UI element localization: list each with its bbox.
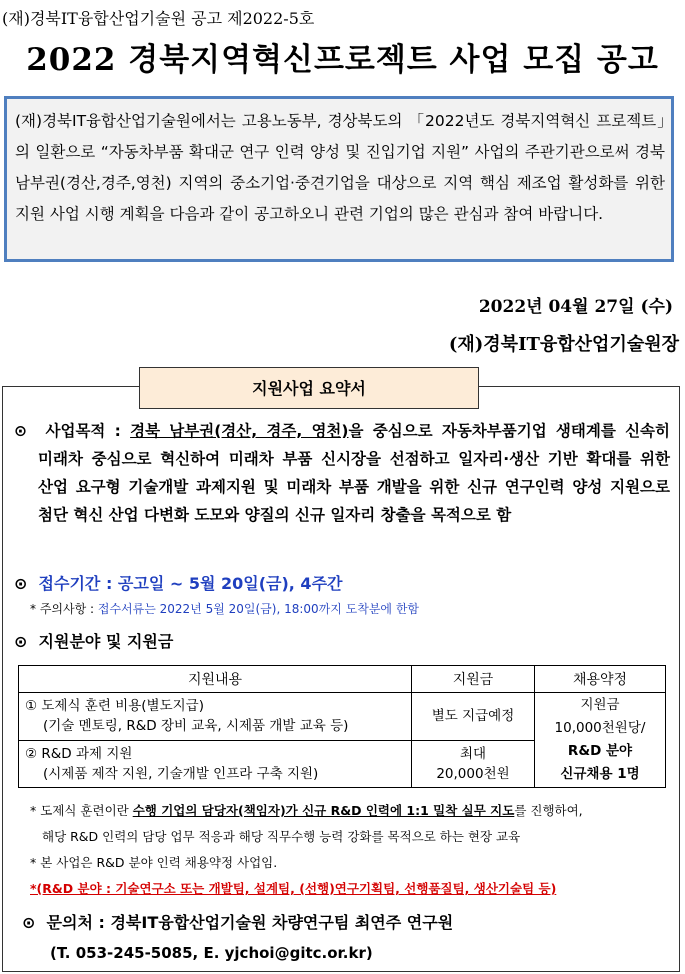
period-note-prefix: * 주의사항 :	[30, 602, 98, 616]
period-text: 접수기간 : 공고일 ~ 5월 20일(금), 4주간	[38, 574, 343, 593]
intro-text: (재)경북IT융합산업기술원에서는 고용노동부, 경상북도의 「2022년도 경북지역혁신 프로젝트」의 일환으로 “자동차부품 확대군 연구 인력 양성 및 진입기업 지원” 사업의 주관기관으로써 경북 남부권(경산,경주,영천) 지역의 중소기업·중견기업을 대상으로 지역 핵심 제조업 활성화를 위한 지원 사업 시행 계획을 다음과 같이 공고하오니 관련 기업의 많은 관심과 참여 바랍니다.	[15, 112, 665, 223]
table-header: 지원내용	[19, 666, 412, 693]
page-title: 2022 경북지역혁신프로젝트 사업 모집 공고	[26, 42, 659, 78]
purpose-region: 경북 남부권(경산, 경주, 영천)	[130, 422, 349, 440]
period-note	[30, 600, 419, 617]
note-emphasis: 수행 기업의 담당자(책임자)가 신규 R&D 인력에 1:1 밀착 실무 지도	[132, 803, 515, 818]
table-row	[19, 693, 666, 741]
bullet-icon: ⊙	[14, 632, 28, 651]
period-note-text: 접수서류는 2022년 5월 20일(금), 18:00까지 도착분에 한함	[97, 602, 420, 616]
table-header: 지원금	[412, 666, 535, 693]
intro-box	[4, 96, 674, 262]
contact-section	[22, 910, 453, 933]
amount-line: 20,000천원	[436, 765, 510, 782]
note-text: * 도제식 훈련이란	[30, 803, 133, 818]
organization-signature: (재)경북IT융합산업기술원장	[448, 334, 679, 355]
content-line: (시제품 제작 지원, 기술개발 인프라 구축 지원)	[43, 765, 319, 782]
bullet-icon: ⊙	[14, 574, 28, 593]
table-header-row	[19, 666, 666, 693]
table-cell-amount	[412, 740, 535, 788]
table-header: 채용약정	[535, 666, 666, 693]
note-training	[30, 798, 670, 824]
hire-line: R&D 분야	[567, 743, 633, 759]
support-table	[18, 665, 666, 788]
bullet-icon: ⊙	[14, 422, 27, 440]
contact-line2: (T. 053-245-5085, E. yjchoi@gitc.or.kr)	[50, 944, 373, 962]
table-cell-amount	[412, 693, 535, 741]
announcement-date: 2022년 04월 27일 (수)	[478, 297, 673, 317]
hire-line: 지원금	[580, 697, 620, 713]
amount-line: 최대	[459, 745, 487, 762]
note-rnd-fields: *(R&D 분야 : 기술연구소 또는 개발팀, 설계팀, (선행)연구기획팀, 선행품질팀, 생산기술팀 등)	[30, 881, 557, 896]
amount-line: 별도 지급예정	[431, 708, 515, 725]
support-section-title	[14, 629, 173, 652]
content-line: ① 도제식 훈련 비용(별도지급)	[25, 698, 204, 715]
bullet-icon: ⊙	[22, 913, 36, 932]
summary-tab-label: 지원사업 요약서	[139, 367, 479, 409]
note-text: 를 진행하여,	[514, 803, 583, 818]
support-title-text: 지원분야 및 지원금	[38, 632, 174, 651]
table-cell-hire	[535, 693, 666, 788]
table-cell-content	[19, 693, 412, 741]
content-line: (기술 멘토링, R&D 장비 교육, 시제품 개발 교육 등)	[43, 718, 349, 735]
note-hiring: * 본 사업은 R&D 분야 인력 채용약정 사업임.	[30, 855, 278, 870]
hire-line: 10,000천원당/	[554, 720, 646, 736]
content-line: ② R&D 과제 지원	[25, 745, 133, 762]
notes-block	[30, 798, 670, 902]
purpose-label: 사업목적 :	[45, 422, 131, 440]
hire-line: 신규채용 1명	[560, 766, 640, 782]
table-cell-content	[19, 740, 412, 788]
purpose-section	[14, 417, 670, 529]
purpose-text: 을 중심으로 자동차부품기업 생태계를 신속히 미래차 중심으로 혁신하여 미래차 부품 신시장을 선점하고 일자리·생산 기반 확대를 위한 산업 요구형 기술개발 과제지원 및 미래차 부품 개발을 위한 신규 연구인력 양성 지원으로 첨단 혁신 산업 다변화 도모와 양질의 신규 일자리 창출을 목적으로 함	[38, 422, 670, 524]
period-section	[14, 571, 342, 594]
note-training-line2: 해당 R&D 인력의 담당 업무 적응과 해당 직무수행 능력 강화를 목적으로 하는 현장 교육	[42, 829, 521, 844]
notice-number: (재)경북IT융합산업기술원 공고 제2022-5호	[2, 9, 315, 28]
contact-line1: 문의처 : 경북IT융합산업기술원 차량연구팀 최연주 연구원	[46, 913, 454, 932]
